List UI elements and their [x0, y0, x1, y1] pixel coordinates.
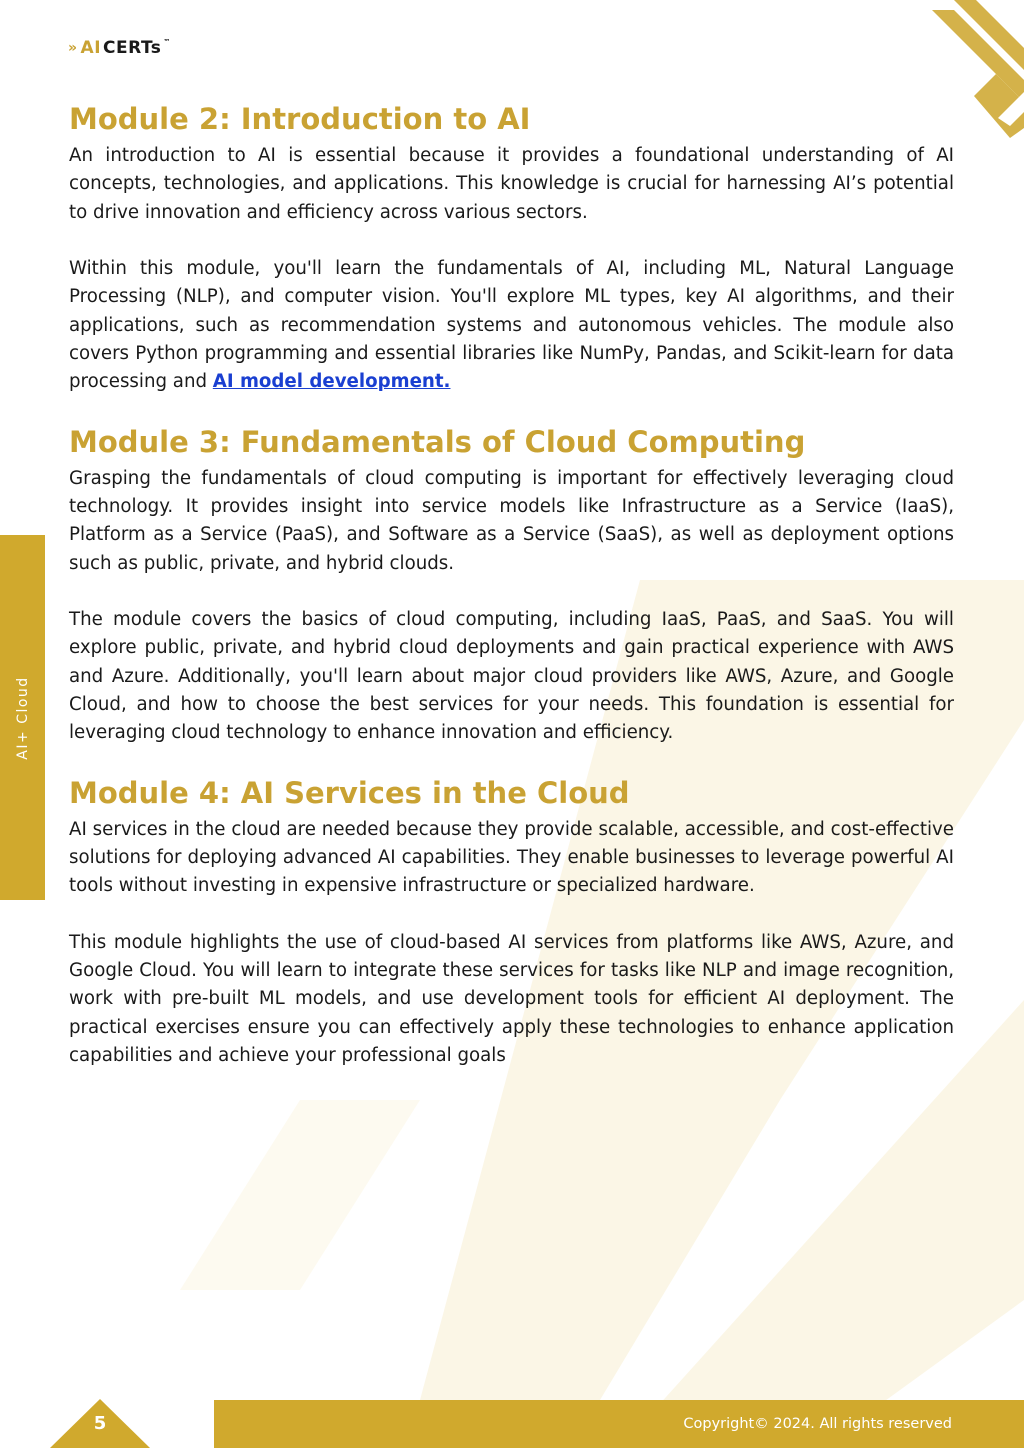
module-3-paragraph-2: The module covers the basics of cloud computing, including IaaS, PaaS, and SaaS. You will explore public, private, and hybrid cloud deployments and gain practical experience with AWS and Azure. Additionally, you'll learn about major cloud providers like AWS, Azure, and Google Cloud, and how to choose the best services for your needs. This foundation is essential for leveraging cloud technology to enhance innovation and efficiency. — [69, 609, 954, 744]
module-4-paragraph-2: This module highlights the use of cloud-based AI services from platforms like AWS, Azure, and Google Cloud. You will learn to integrate these services for tasks like NLP and image recognition, work with pre-built ML models, and use development tools for efficient AI deployment. The practical exercises ensure you can effectively apply these technologies to enhance application capabilities and achieve your professional goals — [69, 931, 954, 1067]
module-4-section — [69, 774, 954, 1071]
module-3-title: Module 3: Fundamentals of Cloud Computing — [69, 424, 806, 459]
main-content — [69, 100, 954, 1096]
aicerts-logo — [68, 38, 171, 58]
ai-model-development-link[interactable]: AI model development. — [212, 371, 451, 393]
module-4-title: Module 4: AI Services in the Cloud — [69, 775, 630, 810]
page-number-badge — [50, 1399, 150, 1448]
footer-bar — [214, 1400, 1024, 1448]
module-4-paragraph-1: AI services in the cloud are needed because they provide scalable, accessible, and cost-effective solutions for deploying advanced AI capabilities. They enable businesses to leverage powerful AI tools without investing in expensive infrastructure or specialized hardware. — [69, 818, 954, 897]
page-number: 5 — [93, 1413, 107, 1434]
module-2-title: Module 2: Introduction to AI — [69, 102, 531, 136]
logo-ai-text: AI — [80, 38, 102, 58]
module-2-paragraph-2 — [69, 255, 954, 396]
module-2-paragraph-2-text: Within this module, you'll learn the fundamentals of AI, including ML, Natural Language Processing (NLP), and computer vision. You'll explore ML types, key AI algorithms, and their applications, such as recommendation systems and autonomous vehicles. The module also covers Python programming and essential libraries like NumPy, Pandas, and Scikit-learn for data processing and — [69, 258, 954, 393]
copyright-text: Copyright© 2024. All rights reserved — [683, 1416, 952, 1432]
side-tab-label: AI+ Cloud — [14, 675, 31, 760]
logo-chevron-icon: » — [68, 40, 78, 56]
logo-trademark: ™ — [163, 38, 171, 46]
module-3-section — [69, 423, 954, 748]
module-3-paragraph-1: Grasping the fundamentals of cloud computing is important for effectively leveraging cloud technology. It provides insight into service models like Infrastructure as a Service (IaaS), Platform as a Service (PaaS), and Software as a Service (SaaS), as well as deployment options such as public, private, and hybrid clouds. — [69, 467, 954, 574]
side-tab — [0, 535, 45, 900]
module-2-section — [69, 100, 954, 397]
logo-certs-text: CERTs — [103, 38, 162, 58]
module-2-paragraph-1: An introduction to AI is essential because it provides a foundational understanding of AI concepts, technologies, and applications. This knowledge is crucial for harnessing AI’s potential to drive innovation and efficiency across various sectors. — [69, 145, 954, 223]
